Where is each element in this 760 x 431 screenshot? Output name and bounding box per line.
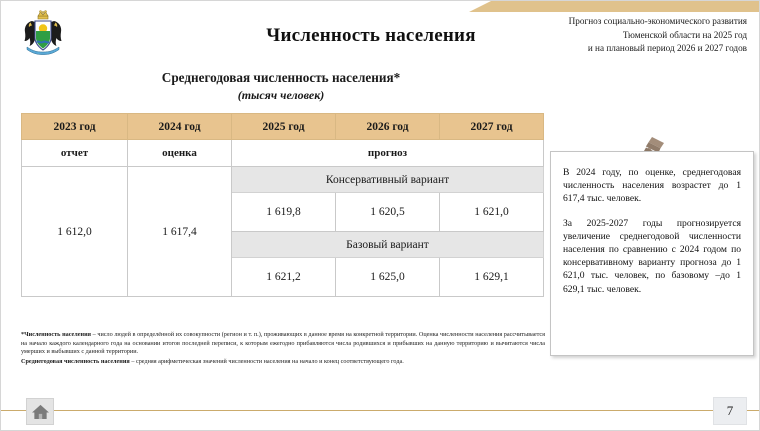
page-number-badge: 7 [713,397,747,425]
note-callout-box [550,151,754,356]
header-subtitle-line-1: Прогноз социально-экономического развития [568,16,747,26]
cell-estimate-label: оценка [128,140,232,167]
population-table [21,113,544,297]
footnote-term-2: Среднегодовая численность населения [21,357,130,365]
table-row-kind [22,140,544,167]
header-subtitle-line-2: Тюменской области на 2025 год [622,29,747,40]
col-header-2023: 2023 год [22,114,128,140]
cell-report-label: отчет [22,140,128,167]
cell-value-2024: 1 617,4 [128,167,232,297]
gold-accent-band [469,1,760,12]
note-paragraph-2: За 2025-2027 годы прогнозируется увеличение среднегодовой численности населения по сравнению с 2024 годом по консервативному варианту прогноза до 1 621,0 тыс. человек, по базовому –до 1 629,1 тыс. человек. [563,217,741,295]
footnote-term-1: *Численность населения [21,331,91,338]
home-button[interactable] [26,398,54,425]
header-subtitle-line-3: и на плановый период 2026 и 2027 годов [587,43,747,53]
col-header-2027: 2027 год [440,114,544,140]
note-paragraph-1: В 2024 году, по оценке, среднегодовая численность населения возрастет до 1 617,4 тыс. человек. [563,167,741,205]
cell-conservative-2026: 1 620,5 [336,193,440,232]
cell-variant-base: Базовый вариант [232,232,544,258]
cell-forecast-label: прогноз [232,140,544,167]
cell-value-2023: 1 612,0 [22,167,128,297]
cell-conservative-2027: 1 621,0 [440,193,544,232]
table-row-years [22,114,544,140]
cell-conservative-2025: 1 619,8 [232,193,336,232]
home-icon [31,403,50,420]
tyumen-coat-of-arms-logo [15,9,71,61]
cell-base-2026: 1 625,0 [336,258,440,297]
footnote-paragraph-2 [21,358,545,367]
footnote-text-1: – число людей в определённой их совокупности (регион и т. п.), проживающих в данное время на конкретной территории. Оценка численности населения рассчитывается на начало каждого календарного года на основании итогов последней переписи, к которым ежегодно прибавляются числа родившихся и прибывших на данную территорию и вычитаются числа умерших и выбывших с данной территории. [21,331,545,356]
cell-base-2027: 1 629,1 [440,258,544,297]
cell-base-2025: 1 621,2 [232,258,336,297]
footnote-block [21,331,545,367]
table-row-conservative-title [22,167,544,193]
footnote-paragraph-1 [21,331,545,357]
col-header-2024: 2024 год [128,114,232,140]
table-heading-units: (тысяч человек) [237,88,325,102]
header-subtitle [521,15,747,56]
footnote-text-2: – средняя арифметическая значений численности населения на начало и конец соответствующего года. [129,357,404,365]
footer-rule [1,410,760,411]
table-heading-main: Среднегодовая численность населения* [161,70,401,85]
page-title: Численность населения [266,25,476,46]
col-header-2026: 2026 год [336,114,440,140]
col-header-2025: 2025 год [232,114,336,140]
cell-variant-conservative: Консервативный вариант [232,167,544,193]
table-heading [21,69,541,103]
